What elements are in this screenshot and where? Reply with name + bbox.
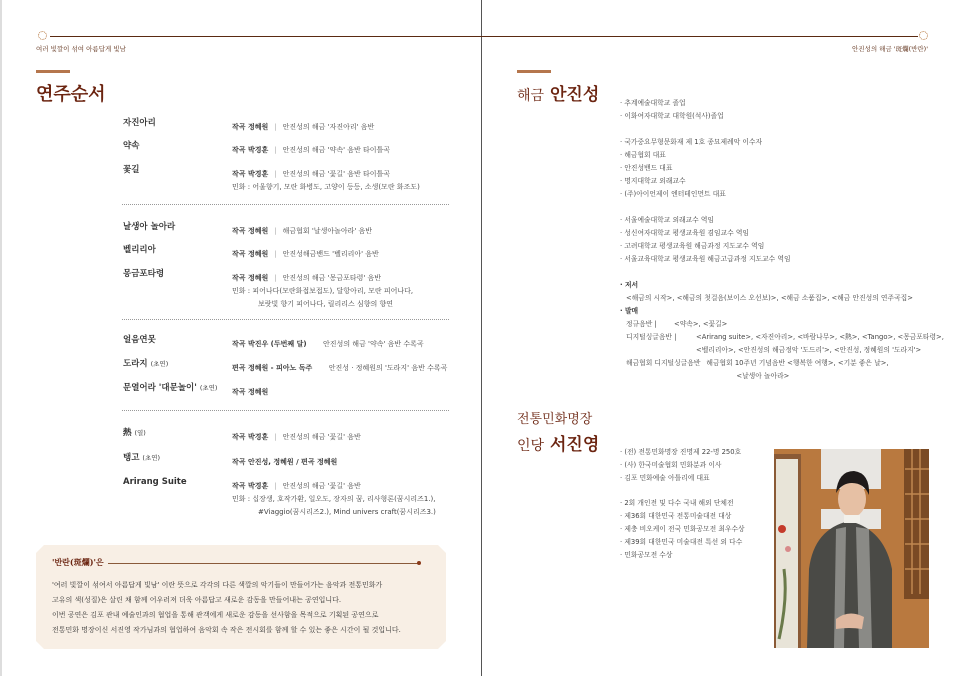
program-row	[123, 268, 413, 307]
program-credit	[232, 476, 436, 515]
ornament-icon	[919, 31, 928, 40]
composer-credit: 작곡 정혜원	[232, 388, 269, 396]
program-description: 안진성의 해금 '자진아리' 음반	[282, 123, 375, 131]
bio-item: · 제36회 대한민국 전통미술대전 대상	[620, 512, 732, 520]
works-label: · 저서	[620, 281, 639, 289]
program-title-note: (초연)	[150, 360, 169, 368]
artist2-heading	[517, 430, 599, 455]
program-description-line	[232, 281, 413, 294]
program-credit	[232, 268, 413, 307]
composer-credit: 편곡 정혜원 - 피아노 독주	[232, 364, 313, 372]
program-title-text: 자진아리	[123, 118, 156, 128]
program-credit	[232, 244, 379, 257]
program-title	[123, 164, 232, 177]
bio-group	[620, 446, 745, 485]
program-title	[123, 358, 232, 371]
composer-credit: 작곡 정혜원	[232, 123, 269, 131]
program-description-line	[232, 502, 436, 515]
section-divider	[122, 410, 449, 411]
program-title	[123, 452, 232, 465]
album-label: 해금협회 디지털싱글음반	[626, 359, 701, 367]
program-row	[123, 140, 390, 153]
program-description-line	[232, 294, 413, 307]
program-description-text: 민화 : 어울향기, 모란 화병도, 고양이 등등, 소생(모란 화조도)	[232, 183, 420, 191]
program-title	[123, 476, 232, 489]
program-title	[123, 117, 232, 130]
artist1-bio	[620, 97, 944, 383]
program-credit-line	[232, 164, 420, 177]
separator: |	[274, 274, 277, 282]
album-items: 해금협회 10주년 기념음반 <행복한 여행>, <기분 좋은 날>,	[706, 359, 889, 367]
program-title-text: 얼음연못	[123, 335, 156, 345]
composer-credit: 작곡 박경훈	[232, 170, 269, 178]
program-credit-line	[232, 140, 390, 153]
program-credit-line	[232, 358, 447, 371]
program-description-text: 민화 : 십장생, 호작가환, 일오도, 장자의 꿈, 리사형론(꿈시리즈1.),	[232, 495, 436, 503]
bio-item: · 해금협회 대표	[620, 151, 666, 159]
program-credit	[232, 140, 390, 153]
bio-item: · (전) 전통민화명장 진명제 22-명 250호	[620, 448, 742, 456]
bio-group	[620, 214, 944, 266]
bio-item: · 제충 비오케이 전국 민화공모전 최우수상	[620, 525, 745, 533]
program-row	[123, 334, 424, 347]
note-line: 고유의 색(성질)은 살린 채 함께 어우러져 더욱 아름답고 새로운 감동을 만들어내는 공연입니다.	[52, 596, 342, 604]
separator	[318, 364, 322, 372]
program-description-text: 보랏빛 향기 피어나다, 릴리리스 심향의 향연	[258, 300, 394, 308]
page-edge	[0, 0, 2, 676]
album-items: <약속>, <꽃길>	[674, 320, 728, 328]
program-description: 안진성의 해금 '몽금포타령' 음반	[282, 274, 382, 282]
album-items-block	[706, 357, 888, 383]
program-row	[123, 427, 361, 440]
program-row	[123, 382, 268, 395]
composer-credit: 작곡 박경훈	[232, 146, 269, 154]
program-credit-line	[232, 476, 436, 489]
bio-item: · 안진성밴드 대표	[620, 164, 673, 172]
program-title	[123, 382, 232, 395]
separator: |	[274, 227, 277, 235]
bio-item: · 서울교육대학교 평생교육원 해금고급과정 지도교수 역임	[620, 255, 791, 263]
program-description-line	[232, 489, 436, 502]
separator: |	[274, 482, 277, 490]
composer-credit: 작곡 정혜원	[232, 274, 269, 282]
bio-item: · 명지대학교 외래교수	[620, 177, 686, 185]
running-head-right: 안진성의 해금 '斑爛(반란)'	[851, 45, 928, 53]
program-title-text: Arirang Suite	[123, 477, 187, 487]
program-credit	[232, 164, 420, 190]
bio-item: · 추계예술대학교 졸업	[620, 99, 686, 107]
composer-credit: 작곡 박진우 (두번째 달)	[232, 340, 307, 348]
program-credit	[232, 117, 374, 130]
note-line: 전통민화 명장이신 서진영 작가님과의 협업하여 음악회 속 작은 전시회를 함께 할 수 있는 좋은 시간이 될 것입니다.	[52, 626, 401, 634]
composer-credit: 작곡 안진성, 정혜원 / 편곡 정혜원	[232, 458, 338, 466]
separator	[313, 340, 317, 348]
album-items: <벨리리아>, <안진성의 해금정악 '도드리'>, <안진성, 정혜원의 '도라지'>	[696, 346, 922, 354]
artist1-heading	[517, 80, 599, 105]
program-row	[123, 244, 379, 257]
program-credit-line	[232, 382, 268, 395]
composer-credit: 작곡 정혜원	[232, 227, 269, 235]
program-description: 안진성의 해금 '꽃길' 음반 타이틀곡	[282, 170, 391, 178]
program-title-note: (열)	[134, 429, 146, 437]
program-title	[123, 244, 232, 257]
program-title-text: 탱고	[123, 453, 140, 463]
composer-credit: 작곡 박경훈	[232, 433, 269, 441]
program-credit-line	[232, 117, 374, 130]
program-title-note: (초연)	[199, 384, 218, 392]
program-row	[123, 358, 447, 371]
artist-photo	[774, 449, 929, 648]
program-row	[123, 476, 436, 515]
program-description-text: 민화 : 피어나다(모란화접보접도), 달항아리, 모란 피어나다,	[232, 287, 414, 295]
artist1-role: 해금	[517, 88, 545, 104]
program-description: 해금협회 '날생아놀아라' 음반	[282, 227, 373, 235]
bio-item: · 이화여자대학교 대학원(석사)졸업	[620, 112, 724, 120]
artist2-bio	[620, 446, 745, 574]
album-row	[620, 357, 944, 383]
running-head-left: 여러 빛깔이 섞여 아름답게 빛남	[36, 45, 126, 53]
artist2-name: 서진영	[549, 435, 600, 455]
program-title-text: 벨리리아	[123, 245, 156, 255]
artist2-prefix: 인당	[517, 438, 545, 454]
program-title-text: 약속	[123, 141, 140, 151]
program-row	[123, 164, 420, 190]
program-title	[123, 221, 232, 234]
program-credit	[232, 427, 361, 440]
program-title-text: 도라지	[123, 359, 148, 369]
program-credit-line	[232, 268, 413, 281]
ornament-icon	[38, 31, 47, 40]
program-credit	[232, 334, 424, 347]
program-title-text: 문열어라 '대문놀이'	[123, 383, 197, 393]
bio-group	[620, 97, 944, 123]
section-divider	[122, 204, 449, 205]
program-title-text: 날생아 놀아라	[123, 222, 176, 232]
header-rule	[481, 36, 918, 37]
header-rule	[50, 36, 481, 37]
note-line: '여러 빛깔이 섞여서 아름답게 빛남' 이란 뜻으로 각각의 다른 색깔의 악기들이 만들어가는 음악과 전통민화가	[52, 581, 383, 589]
artist1-name: 안진성	[549, 85, 600, 105]
section-divider	[122, 319, 449, 320]
bio-item: · 제39회 대한민국 미술대전 특선 외 다수	[620, 538, 743, 546]
program-title-note: (초연)	[142, 454, 161, 462]
works-list: <해금의 시작>, <해금의 첫걸음(보이스 오선보)>, <해금 소품집>, <해금 안진성의 연주곡집>	[626, 294, 913, 302]
separator: |	[274, 250, 277, 258]
bio-item: · 2회 개인전 및 다수 국내 해외 단체전	[620, 499, 734, 507]
separator: |	[274, 433, 277, 441]
composer-credit: 작곡 정혜원	[232, 250, 269, 258]
bio-item: · 고려대학교 평생교육원 해금과정 지도교수 역임	[620, 242, 765, 250]
program-credit	[232, 221, 372, 234]
album-row	[620, 331, 944, 357]
note-dot	[417, 561, 421, 565]
composer-credit: 작곡 박경훈	[232, 482, 269, 490]
program-credit	[232, 358, 447, 371]
program-description-line	[232, 177, 420, 190]
page-title: 연주순서	[36, 84, 106, 105]
program-title-text: 熱	[123, 428, 132, 438]
note-line: 이번 공연은 김포 관내 예술인과의 협업을 통해 관객에게 새로운 감동을 선사함을 목적으로 기획된 공연으로	[52, 611, 379, 619]
album-items-block	[674, 318, 727, 331]
note-rule	[108, 563, 418, 564]
album-label: 디지털싱글음반 |	[626, 333, 677, 341]
program-title	[123, 268, 232, 281]
bio-item: · 국가중요무형문화재 제 1호 종묘제례악 이수자	[620, 138, 763, 146]
program-description: 안진성의 해금 '꽃길' 음반	[282, 482, 361, 490]
program-credit-line	[232, 244, 379, 257]
album-row	[620, 318, 944, 331]
album-items-block	[696, 331, 944, 357]
program-description: 안진성의 해금 '약속' 음반 타이틀곡	[282, 146, 391, 154]
program-credit	[232, 382, 268, 395]
title-accent-bar	[36, 70, 70, 73]
program-credit-line	[232, 334, 424, 347]
program-title	[123, 427, 232, 440]
title-accent-bar	[517, 70, 551, 73]
program-credit-line	[232, 221, 372, 234]
program-credit-line	[232, 427, 361, 440]
album-items: <날생아 놀아라>	[736, 372, 790, 380]
program-title-text: 몽금포타령	[123, 269, 165, 279]
bio-item: · 서울예술대학교 외래교수 역임	[620, 216, 714, 224]
program-title	[123, 334, 232, 347]
program-description-text: #Viaggio(꿈시리즈2.), Mind univers craft(꿈시리즈3.)	[258, 508, 436, 516]
separator: |	[274, 170, 277, 178]
program-title-text: 꽃길	[123, 165, 140, 175]
program-description: 안진성해금밴드 '벨리리아' 음반	[282, 250, 379, 258]
program-row	[123, 117, 374, 130]
program-description: 안진성의 해금 '약속' 음반 수록곡	[323, 340, 424, 348]
bio-item: · (사) 한국미술협회 민화분과 이사	[620, 461, 722, 469]
note-title: '반란(斑爛)'은	[52, 557, 104, 567]
bio-group	[620, 136, 944, 201]
albums-label: · 발매	[620, 307, 639, 315]
separator: |	[274, 146, 277, 154]
album-items: <Arirang suite>, <자진아리>, <바람나무>, <熱>, <Tango>, <몽금포타령>,	[696, 333, 944, 341]
bio-group	[620, 497, 745, 562]
program-credit-line	[232, 452, 337, 465]
bio-item: · 민화공모전 수상	[620, 551, 673, 559]
program-description: 안진성의 해금 '꽃길' 음반	[282, 433, 361, 441]
bio-item: · 성신여자대학교 평생교육원 겸임교수 역임	[620, 229, 749, 237]
artist2-role: 전통민화명장	[517, 412, 593, 427]
page-spine	[481, 0, 482, 676]
program-description: 안진성 · 정혜원의 '도라지' 음반 수록곡	[328, 364, 448, 372]
program-credit	[232, 452, 337, 465]
program-title	[123, 140, 232, 153]
program-row	[123, 452, 337, 465]
bio-item: · (주)아이언제이 엔터테인먼트 대표	[620, 190, 726, 198]
separator: |	[274, 123, 277, 131]
bio-item: · 김포 민화예술 아틀리에 대표	[620, 474, 710, 482]
album-label: 정규음반 |	[626, 320, 657, 328]
program-row	[123, 221, 372, 234]
